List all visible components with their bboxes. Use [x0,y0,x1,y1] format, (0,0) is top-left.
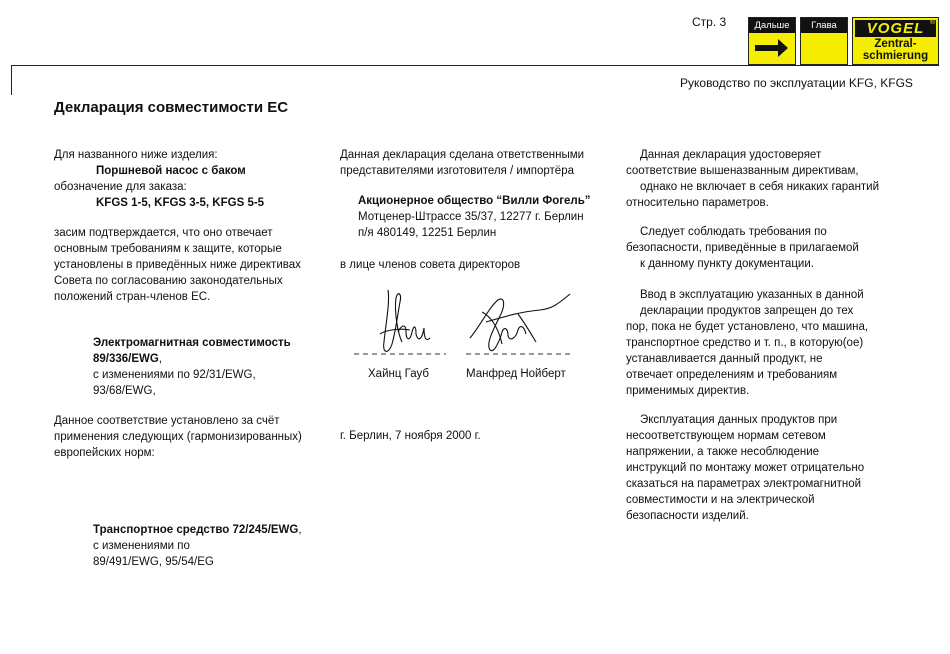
text-line: установлены в приведённых ниже директивах [54,259,301,271]
emc-title: Электромагнитная совместимость [93,337,291,349]
text-line: Совета по согласованию законодательных [54,275,283,287]
text-line: безопасности изделий. [626,510,749,522]
header-divider-left [11,65,12,95]
company-name: Акционерное общество “Вилли Фогель” [358,195,591,207]
emc-comma: , [158,353,163,365]
text-line: 89/491/EWG, 95/54/EG [93,556,214,568]
col3-p3 [626,287,868,399]
text-line: Мотценер-Штрассе 35/37, 12277 г. Берлин [358,211,584,223]
col3-p4 [626,412,864,524]
signature-1 [380,290,430,351]
next-page-button[interactable] [748,17,796,65]
text-line: к данному пункту документации. [640,258,814,270]
col3-p2 [626,224,859,272]
text-line: засим подтверждается, что оно отвечает [54,227,273,239]
col3-p1 [626,147,879,211]
text-line: устанавливается данный продукт, не [626,353,823,365]
order-label: обозначение для заказа: [54,181,187,193]
arrow-right-icon [755,45,779,51]
text-line: относительно параметров. [626,197,769,209]
vogel-logo [852,17,939,65]
text-line: п/я 480149, 12251 Берлин [358,227,497,239]
logo-subtitle [853,38,938,62]
vehicle-directive [93,522,302,570]
product-name: Поршневой насос с баком [96,165,246,177]
text-line: напряжении, а также несоблюдение [626,446,820,458]
text-line: несоответствующем нормам сетевом [626,430,826,442]
place-date: г. Берлин, 7 ноября 2000 г. [340,430,481,442]
order-codes: KFGS 1-5, KFGS 3-5, KFGS 5-5 [96,197,265,209]
header-divider [11,65,939,66]
text-line: применимых директив. [626,385,750,397]
text-line: применения следующих (гармонизированных) [54,431,302,443]
text-line: транспортное средство и т. п., в которую(ое) [626,337,864,349]
text-line: представителями изготовителя / импортёра [340,165,574,177]
text-line: 93/68/EWG, [93,385,156,397]
manual-title: Руководство по эксплуатации KFG, KFGS [680,76,913,90]
col1-standards [54,413,302,461]
text-line: Следует соблюдать требования по [640,226,827,238]
col1-confirmation [54,225,301,305]
chapter-label: Глава [801,18,847,33]
text-line: с изменениями по 92/31/EWG, [93,369,256,381]
text-line: декларации продуктов запрещен до тех [640,305,854,317]
text-line: сказаться на параметрах электромагнитной [626,478,862,490]
board-text: в лице членов совета директоров [340,259,521,271]
vehicle-comma: , [298,524,302,536]
text-line: Данное соответствие установлено за счёт [54,415,280,427]
text-line: соответствие вышеназванным директивам, [626,165,859,177]
page-number: Стр. 3 [692,15,727,29]
col2-intro [340,147,584,179]
chapter-button[interactable] [800,17,848,65]
text-line: Данная декларация сделана ответственными [340,149,585,161]
col1-intro: Для названного ниже изделия: [54,149,218,161]
text-line: европейских норм: [54,447,155,459]
text-line: Эксплуатация данных продуктов при [640,414,838,426]
page-title: Декларация совместимости ЕС [54,99,289,116]
text-line: с изменениями по [93,540,190,552]
vehicle-title: Транспортное средство 72/245/EWG [93,524,299,536]
text-line: однако не включает в себя никаких гарантий [640,181,880,193]
logo-registered-mark: ® [929,19,935,26]
signer-2-name: Манфред Нойберт [466,368,566,380]
text-line: совместимости и на электрической [626,494,815,506]
text-line: положений стран-членов ЕС. [54,291,211,303]
emc-code: 89/336/EWG [93,353,159,365]
signer-1-name: Хайнц Гауб [368,368,429,380]
logo-brand: VOGEL [855,20,936,37]
text-line: безопасности, приведённые в прилагаемой [626,242,859,254]
emc-directive [93,335,291,399]
text-line: Ввод в эксплуатацию указанных в данной [640,289,864,301]
company-address [358,209,584,241]
text-line: отвечает определениям и требованиям [626,369,838,381]
text-line: основным требованиям к защите, которые [54,243,282,255]
signature-2 [470,294,570,351]
text-line: пор, пока не будет установлено, что машина, [626,321,869,333]
text-line: Данная декларация удостоверяет [640,149,822,161]
next-page-label: Дальше [749,18,795,33]
logo-line-2: schmierung [862,50,929,62]
logo-line-1: Zentral- [874,38,917,50]
text-line: инструкций по монтажу может отрицательно [626,462,865,474]
